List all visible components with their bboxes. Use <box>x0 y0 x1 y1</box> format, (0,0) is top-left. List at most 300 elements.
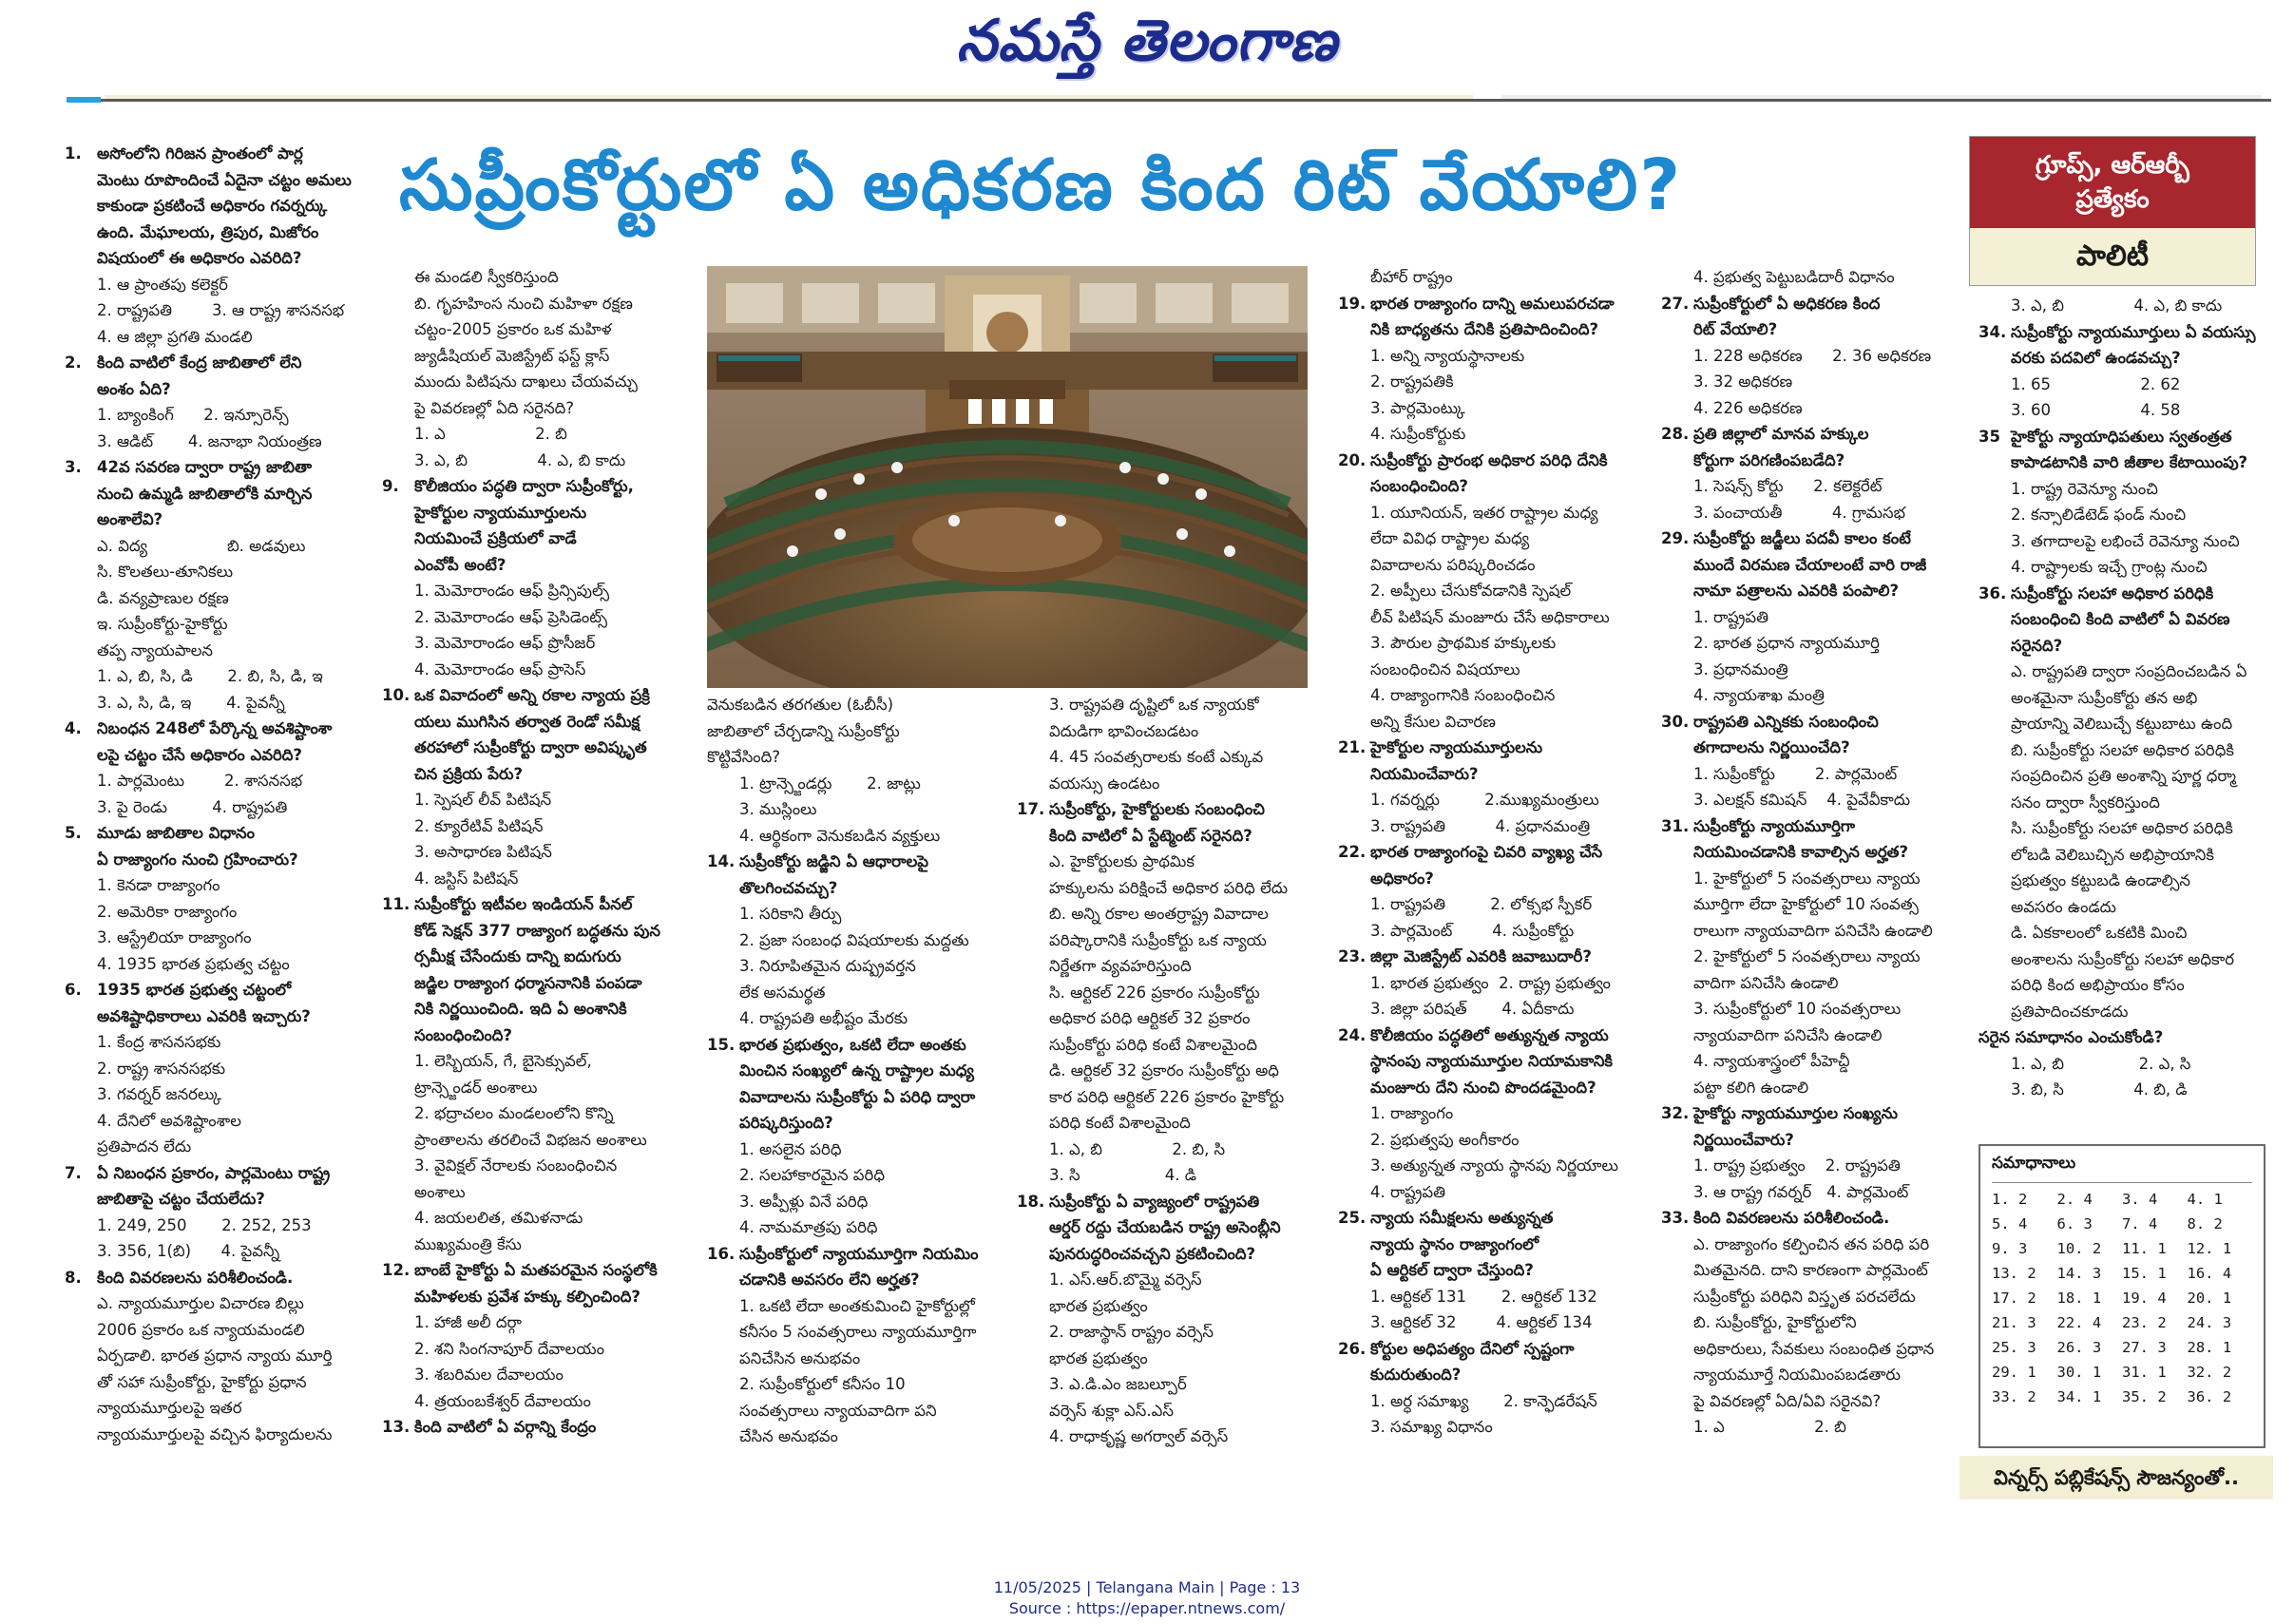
answer-item: 7. 4 <box>2122 1215 2158 1232</box>
option-line: ప్రభుత్వం కట్టుబడి ఉండాల్సిన <box>2011 871 2191 889</box>
question-continued: చడానికి అవసరం లేని అర్హత? <box>739 1271 920 1289</box>
question-number: 28. <box>1661 425 1690 443</box>
question-text: అసోంలోని గిరిజన ప్రాంతంలో పార్ల <box>97 144 303 162</box>
question-continued: న్యాయ స్థానం రాజ్యాంగంలో <box>1370 1234 1539 1253</box>
option-line: పరిధి కంటే విశాలమైంది <box>1049 1114 1191 1132</box>
question-line <box>1338 944 1644 970</box>
section-tag-top <box>1970 137 2255 228</box>
question-text: సుప్రీంకోర్టు న్యాయమూర్తిగా <box>1693 816 1856 835</box>
option-line: 3. పంచాయతీ 4. గ్రామసభ <box>1693 503 1905 522</box>
option-line: సంప్రదించిన ప్రతి అంశాన్ని పూర్ణ ధర్మా <box>2011 767 2237 785</box>
option-line: 1. సరికాని తీర్పు <box>739 905 842 923</box>
question-number: 19. <box>1338 294 1367 313</box>
option-line: 4. దేనిలో అవశిష్టాంశాల <box>97 1111 241 1130</box>
option-line: ట్రాన్స్జెండర్ అంశాలు <box>414 1078 538 1097</box>
question-text: జిల్లా మెజిస్ట్రేట్ ఎవరికి జవాబుదారీ? <box>1370 947 1592 965</box>
question-text: కింది వాటిలో కేంద్ర జాబితాలో లేని <box>97 353 302 372</box>
option-line: 4. రాధాకృష్ణ అగర్వాల్ వర్సెస్ <box>1049 1427 1229 1445</box>
option-line: ఎ. విద్య బి. అడవులు <box>97 536 306 555</box>
question-number: 1. <box>65 144 82 162</box>
question-number: 26. <box>1338 1339 1367 1358</box>
option-line: 3. శబరిమల దేవాలయం <box>414 1366 564 1384</box>
option-line: 1. రాజ్యాంగం <box>1370 1104 1454 1122</box>
option-line: 2. హైకోర్టులో 5 సంవత్సరాలు న్యాయ <box>1693 947 1921 965</box>
question-number: 24. <box>1338 1025 1367 1044</box>
masthead-rule <box>67 99 2271 102</box>
question-text: సుప్రీంకోర్టు ఇటీవల ఇండియన్ పీనల్ <box>414 895 633 913</box>
option-line: 4. త్రయంబకేశ్వర్ దేవాలయం <box>414 1391 591 1410</box>
question-line <box>382 682 688 709</box>
option-line: లీవ్ పిటిషన్ మంజూరు చేసే అధికారాలు <box>1370 607 1610 626</box>
option-line: 3. బి, సి 4. బి, డి <box>2011 1080 2188 1099</box>
option-line: 1. ఎ, బి, సి, డి 2. బి, సి, డి, ఇ <box>97 667 323 685</box>
question-line <box>1338 1336 1644 1363</box>
section-tag-line1: గ్రూప్స్, ఆర్ఆర్బీ <box>2036 151 2189 180</box>
option-line: 4. ప్రభుత్వ పెట్టుబడిదారీ విధానం <box>1693 268 1895 286</box>
option-line: 4. మెమోరాండం ఆఫ్ ప్రాసెస్ <box>414 659 586 678</box>
answer-item: 8. 2 <box>2187 1215 2223 1232</box>
question-number: 31. <box>1661 816 1690 835</box>
question-number: 34. <box>1979 322 2007 341</box>
question-continued: నామా పత్రాలను ఎవరికి పంపాలి? <box>1693 582 1900 600</box>
question-line <box>1661 813 1967 840</box>
option-line: 4. నామమాత్రపు పరిధి <box>739 1218 878 1236</box>
question-continued: జాబితాపై చట్టం చేయలేదు? <box>97 1190 265 1208</box>
option-line: 3. అప్పీళ్లు వినే పరిధి <box>739 1192 869 1211</box>
question-number: 2. <box>65 353 82 372</box>
option-line: రాలుగా న్యాయవాదిగా పనిచేసి ఉండాలి <box>1693 921 1933 940</box>
option-line: 1. గవర్నర్లు 2.ముఖ్యమంత్రులు <box>1370 791 1599 809</box>
question-continued: కోర్టుగా పరిగణింపబడేది? <box>1693 450 1845 469</box>
question-number: 13. <box>382 1418 411 1436</box>
option-line: భారత ప్రభుత్వం <box>1049 1296 1148 1315</box>
question-number: 14. <box>707 852 736 870</box>
option-line: ఇ. సుప్రీంకోర్టు-హైకోర్టు <box>97 615 228 633</box>
option-line: 3. ఎలక్షన్ కమిషన్ 4. పైవేవీకాదు <box>1693 791 1911 809</box>
option-line: అన్ని కేసుల విచారణ <box>1370 712 1496 731</box>
question-continued: ఏ ఆర్టికల్ ద్వారా చేస్తుంది? <box>1370 1261 1534 1279</box>
question-continued: ఆర్డర్ రద్దు చేయబడిన రాష్ట్ర అసెంబ్లీని <box>1049 1218 1281 1236</box>
question-continued: వరకు పదవిలో ఉండవచ్చు? <box>2011 349 2181 367</box>
question-continued: నియమించేవారు? <box>1370 764 1479 783</box>
option-line: 4. ఆ జిల్లా ప్రగతి మండలి <box>97 327 253 346</box>
option-line: 1. రాష్ట్ర రెవెన్యూ నుంచి <box>2011 479 2158 498</box>
question-text: సుప్రీంకోర్టు సలహా అధికార పరిధికి <box>2011 583 2214 602</box>
option-line: ఏర్పడాలి. భారత ప్రధాన న్యాయ మూర్తి <box>97 1347 333 1365</box>
question-line <box>1979 581 2273 607</box>
answer-key-title: సమాధానాలు <box>1992 1154 2252 1183</box>
question-text: సుప్రీంకోర్టు ప్రారంభ అధికార పరిధి దేనికి <box>1370 450 1608 469</box>
answer-item: 4. 1 <box>2187 1191 2223 1208</box>
question-text: 42వ సవరణ ద్వారా రాష్ట్ర జాబితా <box>97 458 312 476</box>
question-text: కింది వాటిలో ఏ వర్గాన్ని కేంద్రం <box>414 1418 597 1436</box>
footer-date-line: 11/05/2025 | Telangana Main | Page : 13 <box>993 1578 1301 1596</box>
option-line: 1. ట్రాన్స్జెండర్లు 2. జాట్లు <box>739 774 921 793</box>
option-line: ఎ. న్యాయమూర్తుల విచారణ బిల్లు <box>97 1294 304 1312</box>
answer-item: 35. 2 <box>2122 1388 2167 1405</box>
option-line: 1. ఆ ప్రాంతపు కలెక్టర్ <box>97 275 228 294</box>
question-line <box>65 350 367 376</box>
option-line: అవసరం ఉండదు <box>2011 897 2117 916</box>
question-continued: యలు ముగిసిన తర్వాత రెండో సమీక్ష <box>414 712 640 731</box>
option-line: 1. మెమోరాండం ఆఫ్ ప్రిన్సిపుల్స్ <box>414 582 610 600</box>
answer-item: 36. 2 <box>2187 1388 2232 1405</box>
answer-item: 29. 1 <box>1992 1364 2036 1381</box>
option-line: అధికారులు, సేవకులు సంబంధిత ప్రధాన <box>1693 1339 1935 1358</box>
option-line: 1. కెనడా రాజ్యాంగం <box>97 876 220 894</box>
question-text: సుప్రీంకోర్టులో న్యాయమూర్తిగా నియమిం <box>739 1244 979 1263</box>
option-line: 3. ఎ, సి, డి, ఇ 4. పైవన్నీ <box>97 693 285 712</box>
question-continued: ముందే విరమణ చేయాలంటే వారి రాజీ <box>1693 555 1927 574</box>
question-line <box>382 891 688 918</box>
question-continued: నుంచి ఉమ్మడి జాబితాలోకి మార్చిన <box>97 484 313 503</box>
option-line: 3. జిల్లా పరిషత్ 4. ఏదీకాదు <box>1370 1000 1575 1018</box>
option-line: 2. భారత ప్రధాన న్యాయమూర్తి <box>1693 634 1880 652</box>
option-line: 3. ఎ.డి.ఎం జబల్పూర్ <box>1049 1375 1187 1393</box>
question-continued: సంబంధించింది? <box>1370 477 1468 495</box>
option-line: 2. రాష్ట్ర శాసనసభకు <box>97 1059 226 1078</box>
question-text: హైకోర్టుల న్యాయమూర్తులను <box>1370 738 1543 756</box>
option-line: 2. సలహాకారమైన పరిధి <box>739 1166 885 1184</box>
option-line: ఈ మండలి స్వీకరిస్తుంది <box>414 268 559 286</box>
option-line: 3. ఎ, బి 4. ఎ, బి కాదు <box>414 450 626 469</box>
question-continued: తరహాలో సుప్రీంకోర్టు ద్వారా అవిష్కృత <box>414 738 647 756</box>
column-3 <box>707 692 1011 1490</box>
option-line: 2. రాష్ట్రపతికి <box>1370 373 1454 391</box>
question-line <box>1338 1022 1644 1049</box>
option-line: ఎ. రాజ్యాంగం కల్పించిన తన పరిధి పరి <box>1693 1234 1930 1253</box>
question-line <box>1338 291 1644 317</box>
option-line: సుప్రీంకోర్టు పరిధి కంటే విశాలమైంది <box>1049 1035 1258 1054</box>
text-line: వెనుకబడిన తరగతుల (ఓబీసీ) <box>707 696 894 714</box>
answer-item: 13. 2 <box>1992 1265 2036 1282</box>
question-line <box>65 1160 367 1187</box>
question-line <box>65 716 367 742</box>
option-line: 3. 60 4. 58 <box>2011 401 2181 419</box>
answer-item: 26. 3 <box>2056 1339 2102 1356</box>
question-continued: కాపాడటానికి వారి జీతాల కేటాయింపు? <box>2011 453 2248 471</box>
question-line <box>707 1241 1011 1268</box>
option-line: 2. అమెరికా రాజ్యాంగం <box>97 902 238 921</box>
option-line: 1. ఒకటి లేదా అంతకుమించి హైకోర్టుల్లో <box>739 1296 975 1315</box>
question-line <box>1979 424 2273 450</box>
option-line: బి. గృహహింస నుంచి మహిళా రక్షణ <box>414 294 633 313</box>
masthead-title: నమస్తే తెలంగాణ <box>956 8 1338 74</box>
option-line: 1. ఎ 2. బి <box>1693 1418 1846 1436</box>
question-text: కొలీజియం పద్ధతి ద్వారా సుప్రీంకోర్టు, <box>414 477 634 495</box>
option-line: 4. రాష్ట్రాలకు ఇచ్చే గ్రాంట్ల నుంచి <box>2011 558 2208 576</box>
answer-item: 14. 3 <box>2056 1265 2102 1282</box>
section-tag <box>1969 136 2256 286</box>
option-line: 4. జస్టిస్ పిటిషన్ <box>414 869 519 888</box>
option-line: 1. రాష్ట్రపతి <box>1693 607 1769 626</box>
question-number: 12. <box>382 1261 411 1279</box>
option-line: లేదా వివిధ రాష్ట్రాల మధ్య <box>1370 529 1530 547</box>
parliament-photo <box>707 266 1308 688</box>
question-continued: తగాదాలను నిర్ణయించేది? <box>1693 738 1850 756</box>
option-line: 1. సెషన్స్ కోర్టు 2. కలెక్టరేట్ <box>1693 477 1883 495</box>
text-line: సరైన సమాధానం ఎంచుకోండి? <box>1979 1028 2164 1046</box>
question-number: 35 <box>1979 427 2000 446</box>
option-line: అంశమైనా సుప్రీంకోర్టు తన అభి <box>2011 688 2198 707</box>
question-number: 7. <box>65 1163 82 1182</box>
option-line: 1. ఆర్టికల్ 131 2. ఆర్టికల్ 132 <box>1370 1287 1597 1306</box>
article-headline: సుప్రీంకోర్టులో ఏ అధికరణ కింద రిట్ వేయాలి? <box>399 144 1683 226</box>
option-line: పై వివరణల్లో ఏది సరైనది? <box>414 398 575 417</box>
answer-item: 30. 1 <box>2056 1364 2102 1381</box>
question-continued: నియమించే ప్రక్రియలో వాడే <box>414 529 577 547</box>
option-line: మూర్తిగా లేదా హైకోర్టులో 10 సంవత్స <box>1693 895 1919 913</box>
option-line: 2. సుప్రీంకోర్టులో కనీసం 10 <box>739 1375 906 1393</box>
question-continued: ఏ రాజ్యాంగం నుంచి గ్రహించారు? <box>97 850 298 869</box>
option-line: చేసిన అనుభవం <box>739 1427 838 1445</box>
question-continued: లపై చట్టం చేసే అధికారం ఎవరిది? <box>97 745 302 764</box>
option-line: 4. 1935 భారత ప్రభుత్వ చట్టం <box>97 954 290 973</box>
question-number: 27. <box>1661 294 1690 313</box>
question-number: 6. <box>65 981 82 999</box>
question-number: 32. <box>1661 1104 1690 1122</box>
option-line: 2. ప్రజా సంబంధ విషయాలకు మద్దతు <box>739 930 969 949</box>
option-line: 1. సుప్రీంకోర్టు 2. పార్లమెంట్ <box>1693 764 1898 783</box>
question-line <box>1338 735 1644 761</box>
answer-item: 23. 2 <box>2122 1314 2167 1331</box>
option-line: వివాదాలను పరిష్కరించడం <box>1370 555 1536 574</box>
option-line: 3. పార్లమెంట్కు <box>1370 398 1465 417</box>
question-number: 11. <box>382 895 411 913</box>
question-continued: జడ్జిల రాజ్యాంగ ధర్మాసనానికి పంపడా <box>414 973 642 992</box>
option-line: ముఖ్యమంత్రి కేసు <box>414 1234 522 1253</box>
question-text: కొలీజియం పద్ధతిలో అత్యున్నత న్యాయ <box>1370 1025 1609 1044</box>
option-line: 3. వైవిక్షల్ నేరాలకు సంబంధించిన <box>414 1156 618 1175</box>
answer-item: 6. 3 <box>2056 1215 2093 1232</box>
question-continued: కుదురుతుంది? <box>1370 1366 1462 1384</box>
option-line: హక్కులను పరిక్షించే అధికార పరిధి లేదు <box>1049 878 1289 897</box>
answer-item: 20. 1 <box>2187 1290 2232 1307</box>
text-line: కొట్టివేసింది? <box>707 748 781 766</box>
answer-item: 28. 1 <box>2187 1339 2232 1356</box>
question-continued: కోడ్ సెక్షన్ 377 రాజ్యాంగ బద్ధతను పున <box>414 921 660 940</box>
answer-item: 3. 4 <box>2122 1191 2158 1208</box>
question-text: నిబంధన 248లో పేర్కొన్న అవశిష్టాంశా <box>97 719 333 737</box>
option-line: 1. ఎస్.ఆర్.బొమ్మై వర్సెస్ <box>1049 1271 1202 1289</box>
question-text: కింది వివరణలను పరిశీలించండి. <box>1693 1209 1890 1227</box>
question-text: ప్రతి జిల్లాలో మానవ హక్కుల <box>1693 425 1869 443</box>
answer-key <box>1979 1144 2265 1448</box>
question-text: కోర్టుల అధిపత్యం దేనిలో స్పష్టంగా <box>1370 1339 1575 1358</box>
answer-item: 12. 1 <box>2187 1240 2232 1257</box>
question-line <box>707 849 1011 875</box>
option-line: బి. సుప్రీంకోర్టు సలహా అధికార పరిధికి <box>2011 740 2234 759</box>
option-line: ప్రాంతాలను తరలించే విభజన అంశాలు <box>414 1130 647 1149</box>
question-line <box>1661 1100 1967 1127</box>
question-number: 8. <box>65 1268 82 1287</box>
question-number: 29. <box>1661 529 1690 547</box>
question-line <box>1661 1205 1967 1232</box>
option-line: బీహార్ రాష్ట్రం <box>1370 268 1453 286</box>
option-line: 1. బ్యాంకింగ్ 2. ఇన్సూరెన్స్ <box>97 406 289 424</box>
question-number: 9. <box>382 477 399 495</box>
question-text: మూడు జాబితాల విధానం <box>97 824 255 842</box>
option-line: 4. న్యాయశాస్త్రంలో పీహెచ్డీ <box>1693 1052 1850 1070</box>
option-line: 3. సుప్రీంకోర్టులో 10 సంవత్సరాలు <box>1693 1000 1902 1018</box>
option-line: 3. ఆర్టికల్ 32 4. ఆర్టికల్ 134 <box>1370 1313 1593 1331</box>
question-continued: సంబంధించింది? <box>414 1025 512 1044</box>
column-2 <box>382 264 688 1490</box>
question-text: సుప్రీంకోర్టు న్యాయమూర్తులు ఏ వయస్సు <box>2011 322 2256 341</box>
question-line <box>1338 1205 1644 1232</box>
option-line: డి. ఏకకాలంలో ఒకటికి మించి <box>2011 924 2188 942</box>
question-number: 33. <box>1661 1209 1690 1227</box>
option-line: 3. రాష్ట్రపతి దృష్టిలో ఒక న్యాయకో <box>1049 696 1259 714</box>
option-line: 1. స్పెషల్ లీవ్ పిటిషన్ <box>414 791 552 809</box>
question-continued: వివాదాలను సుప్రీంకోర్టు ఏ పరిధి ద్వారా <box>739 1087 976 1106</box>
question-number: 25. <box>1338 1209 1367 1227</box>
option-line: 1. హాజీ అలీ దర్గా <box>414 1313 522 1331</box>
question-continued: సరైనది? <box>2011 636 2063 655</box>
option-line: వాదిగా పనిచేసి ఉండాలి <box>1693 973 1839 992</box>
question-line <box>1017 796 1323 823</box>
question-line <box>382 1414 688 1441</box>
option-line: 2. రాష్ట్రపతి 3. ఆ రాష్ట్ర శాసనసభ <box>97 301 345 319</box>
question-line <box>1661 421 1967 448</box>
question-number: 4. <box>65 719 82 737</box>
option-line: 1. అసలైన పరిధి <box>739 1139 842 1158</box>
question-continued: రిట్ వేయాలి? <box>1693 320 1778 338</box>
column-1 <box>65 141 367 1490</box>
option-line: 3. పౌరుల ప్రాథమిక హక్కులకు <box>1370 634 1557 652</box>
answer-item: 24. 3 <box>2187 1314 2232 1331</box>
option-line: లోబడి వెలిబుచ్చిన అభిప్రాయానికి <box>2011 845 2214 864</box>
option-line: సంబంధించిన విషయాలు <box>1370 659 1520 678</box>
question-continued: చిన ప్రక్రియ పేరు? <box>414 764 524 783</box>
option-line: విదుడిగా భావించబడటం <box>1049 721 1199 740</box>
question-continued: అంశం ఏది? <box>97 379 171 398</box>
option-line: 2. మెమోరాండం ఆఫ్ ప్రెసిడెంట్స్ <box>414 607 607 626</box>
question-text: కింది వివరణలను పరిశీలించండి. <box>97 1268 294 1287</box>
option-line: సంవత్సరాలు న్యాయవాదిగా పని <box>739 1401 937 1420</box>
option-line: 2. ప్రభుత్వపు అంగీకారం <box>1370 1130 1520 1149</box>
question-continued: ర్సమీక్ష చేసేందుకు దాన్ని ఐదుగురు <box>414 947 621 965</box>
option-line: తప్ప న్యాయపాలన <box>97 640 213 659</box>
option-line: 2. రాజాస్థాన్ రాష్ట్రం వర్సెస్ <box>1049 1323 1214 1341</box>
option-line: మితమైనది. దాని కారణంగా పార్లమెంట్ <box>1693 1261 1928 1279</box>
answer-item: 15. 1 <box>2122 1265 2167 1282</box>
question-continued: కింది వాటిలో ఏ స్టేట్మెంట్ సరైనది? <box>1049 826 1252 845</box>
option-line: ప్రాయాన్ని వెలిబుచ్చే కట్టుబాటు ఉంది <box>2011 715 2233 733</box>
option-line: కార పరిధి ఆర్టికల్ 226 ప్రకారం హైకోర్టు <box>1049 1087 1285 1106</box>
option-line: వయస్సు ఉండటం <box>1049 774 1160 793</box>
question-continued: సంబంధించి కింది వాటిలో ఏ వివరణ <box>2011 610 2230 628</box>
option-line: ప్రతిపాదించకూడదు <box>2011 1002 2129 1021</box>
option-line: 1. 228 అధికరణ 2. 36 అధికరణ <box>1693 346 1932 365</box>
option-line: డి. ఆర్టికల్ 32 ప్రకారం సుప్రీంకోర్టు అధి <box>1049 1061 1279 1079</box>
question-line <box>1661 291 1967 317</box>
question-line <box>65 820 367 847</box>
option-line: 1. యూనియన్, ఇతర రాష్ట్రాల మధ్య <box>1370 503 1598 522</box>
option-line: 3. పై రెండు 4. రాష్ట్రపతి <box>97 797 288 816</box>
question-line <box>1661 525 1967 552</box>
option-line: లేక అసమర్థత <box>739 983 826 1002</box>
option-line: పనిచేసిన అనుభవం <box>739 1348 861 1367</box>
question-line <box>382 1257 688 1284</box>
question-text: హైకోర్టు న్యాయమూర్తుల సంఖ్యను <box>1693 1104 1898 1122</box>
option-line: చట్టం-2005 ప్రకారం ఒక మహిళ <box>414 320 612 338</box>
answer-item: 5. 4 <box>1992 1215 2028 1232</box>
option-line: పై వివరణల్లో ఏది/ఏవి సరైనవి? <box>1693 1391 1882 1410</box>
option-line: 4. సుప్రీంకోర్టుకు <box>1370 425 1466 443</box>
option-line: జ్యుడీషియల్ మెజిస్ట్రేట్ ఫస్ట్ క్లాస్ <box>414 346 610 365</box>
question-line <box>65 454 367 481</box>
option-line: 3. గవర్నర్ జనరల్కు <box>97 1085 222 1103</box>
option-line: 1. ఎ 2. బి <box>414 425 567 443</box>
option-line: 4. ఆర్థికంగా వెనుకబడిన వ్యక్తులు <box>739 826 941 845</box>
question-text: భారత రాజ్యాంగంపై చివరి వ్యాఖ్య చేసే <box>1370 843 1603 861</box>
question-line <box>1338 839 1644 866</box>
option-line: 1. అర్ధ సమాఖ్య 2. కాన్ఫెడరేషన్ <box>1370 1391 1597 1410</box>
answer-item: 17. 2 <box>1992 1290 2036 1307</box>
option-line: 3. పార్లమెంట్ 4. సుప్రీంకోర్టు <box>1370 921 1575 940</box>
option-line: 2. క్యూరేటివ్ పిటిషన్ <box>414 816 544 835</box>
option-line: 3. సి 4. డి <box>1049 1166 1196 1184</box>
masthead <box>0 0 2294 90</box>
parliament-photo-illustration <box>707 266 1308 688</box>
answer-item: 10. 2 <box>2056 1240 2102 1257</box>
question-text: సుప్రీంకోర్టులో ఏ అధికరణ కింద <box>1693 294 1881 313</box>
question-number: 17. <box>1017 800 1045 818</box>
option-line: కనీసం 5 సంవత్సరాలు న్యాయమూర్తిగా <box>739 1323 977 1341</box>
question-line <box>707 1032 1011 1059</box>
option-line: 3. ఆడిట్ 4. జనాభా నియంత్రణ <box>97 431 322 450</box>
question-number: 18. <box>1017 1192 1045 1211</box>
question-continued: పునరుద్ధరించవచ్చని ప్రకటించింది? <box>1049 1244 1256 1263</box>
option-line: వర్సెస్ శుక్లా ఎస్.ఎస్ <box>1049 1401 1174 1420</box>
answer-item: 2. 4 <box>2056 1191 2093 1208</box>
option-line: 2. శని సింగనాపూర్ దేవాలయం <box>414 1339 604 1358</box>
question-number: 5. <box>65 824 82 842</box>
page-footer <box>0 1577 2294 1619</box>
answer-item: 18. 1 <box>2056 1290 2102 1307</box>
option-line: న్యాయమూర్తులపై వచ్చిన ఫిర్యాదులను <box>97 1424 333 1443</box>
option-line: 1. హైకోర్టులో 5 సంవత్సరాలు న్యాయ <box>1693 869 1921 888</box>
option-line: 3. అత్యున్నత న్యాయ స్థానపు నిర్ణయాలు <box>1370 1156 1618 1175</box>
question-continued: కాకుండా ప్రకటించే అధికారం గవర్నర్కు <box>97 197 328 215</box>
option-line: నిర్ణేతగా వ్యవహరిస్తుంది <box>1049 957 1192 975</box>
question-text: సుప్రీంకోర్టు జడ్జిని ఏ ఆధారాలపై <box>739 852 929 870</box>
option-line: 1. లెస్బియన్, గే, బైసెక్సువల్, <box>414 1052 592 1070</box>
question-text: రాష్ట్రపతి ఎన్నికకు సంబంధించి <box>1693 712 1879 731</box>
masthead-rule-accent <box>67 97 101 103</box>
question-continued: మహిళలకు ప్రవేశ హక్కు కల్పించింది? <box>414 1287 640 1306</box>
question-continued: తొలగించవచ్చు? <box>739 878 838 897</box>
question-text: భారత ప్రభుత్వం, ఒకటి లేదా అంతకు <box>739 1035 966 1054</box>
question-text: భారత రాజ్యాంగం దాన్ని అమలుపరచడా <box>1370 294 1615 313</box>
option-line: 3. మెమోరాండం ఆఫ్ ప్రొసీజర్ <box>414 634 596 652</box>
question-line <box>65 141 367 167</box>
answer-item: 22. 4 <box>2056 1314 2102 1331</box>
answer-item: 11. 1 <box>2122 1240 2167 1257</box>
option-line: 2006 ప్రకారం ఒక న్యాయమండలి <box>97 1320 305 1339</box>
question-line <box>1338 448 1644 474</box>
option-line: 4. 45 సంవత్సరాలకు కంటే ఎక్కువ <box>1049 748 1264 766</box>
option-line: 1. కేంద్ర శాసనసభకు <box>97 1033 221 1051</box>
answer-item: 19. 4 <box>2122 1290 2167 1307</box>
option-line: 2. కన్సాలిడేటెడ్ ఫండ్ నుంచి <box>2011 506 2187 524</box>
option-line: సుప్రీంకోర్టు పరిధిని విస్తృత పరచలేదు <box>1693 1287 1916 1306</box>
question-continued: హైకోర్టుల న్యాయమూర్తులను <box>414 503 587 522</box>
option-line: పట్టా కలిగి ఉండాలి <box>1693 1078 1809 1097</box>
option-line: 1. భారత ప్రభుత్వం 2. రాష్ట్ర ప్రభుత్వం <box>1370 973 1611 992</box>
question-text: ఏ నిబంధన ప్రకారం, పార్లమెంటు రాష్ట్ర <box>97 1163 331 1182</box>
